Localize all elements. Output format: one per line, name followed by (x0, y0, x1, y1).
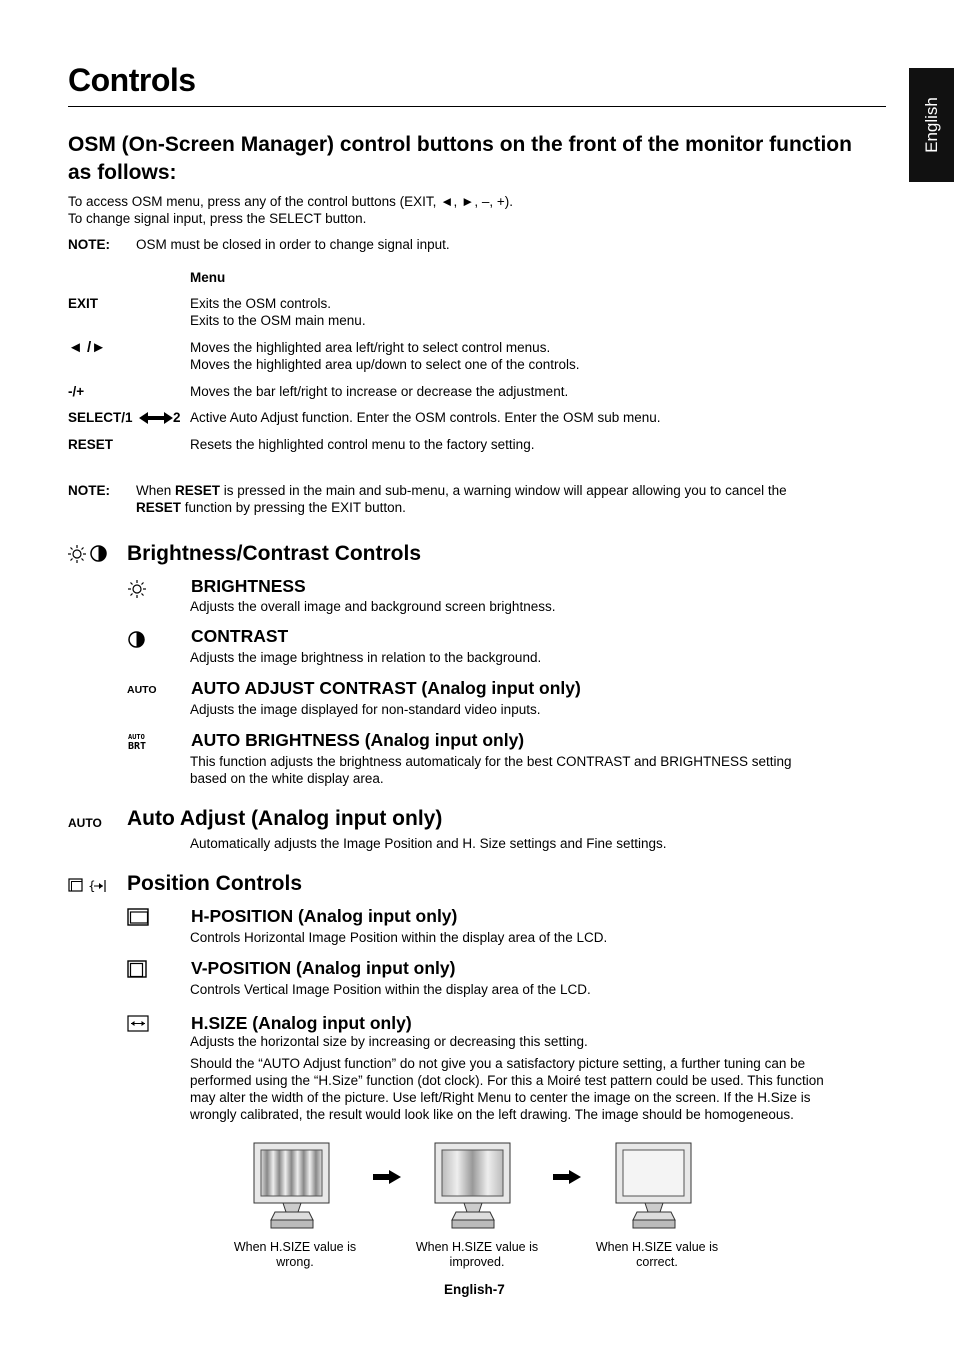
h-size-para-3: may alter the width of the picture. Use left/Right Menu to center the image on the screen. If the H.Size is (190, 1090, 811, 1105)
position-section-title: Position Controls (127, 872, 302, 895)
auto-contrast-desc: Adjusts the image displayed for non-standard video inputs. (190, 702, 541, 717)
key-minus-plus: -/+ (68, 384, 85, 399)
intro-line1: To access OSM menu, press any of the control buttons (EXIT, ◄, ►, –, +). (68, 194, 514, 209)
note2-text: When RESET is pressed in the main and sub-menu, a warning window will appear allowing you to cancel the RESET function by pressing the EXIT button. (136, 483, 787, 515)
h-position-desc: Controls Horizontal Image Position within the display area of the LCD. (190, 930, 608, 945)
caption-improved: When H.SIZE value is improved. (415, 1240, 539, 1269)
select-desc: Active Auto Adjust function. Enter the OSM controls. Enter the OSM sub menu. (190, 410, 661, 425)
contrast-title: CONTRAST (191, 626, 289, 646)
caption-correct: When H.SIZE value is correct. (595, 1240, 719, 1269)
h-size-icon (127, 1015, 149, 1032)
h-position-icon (127, 908, 149, 926)
auto-adjust-desc: Automatically adjusts the Image Position and H. Size settings and Fine settings. (190, 836, 667, 851)
menu-header: Menu (190, 270, 226, 285)
v-position-icon (127, 960, 147, 978)
h-size-para-1: Should the “AUTO Adjust function” do not give you a satisfactory picture setting, a further tuning can be (190, 1056, 806, 1071)
page-footer: English-7 (444, 1282, 505, 1297)
leftright-desc-1: Moves the highlighted area left/right to select control menus. (190, 340, 551, 355)
reset-desc: Resets the highlighted control menu to the factory setting. (190, 437, 535, 452)
svg-text:{: { (88, 879, 96, 893)
brightness-desc: Adjusts the overall image and background screen brightness. (190, 599, 556, 614)
page-title: Controls (68, 62, 196, 98)
key-select-b: 2 (173, 410, 181, 425)
arrow-icon-1 (373, 1170, 401, 1184)
monitor-wrong-figure (253, 1142, 331, 1232)
language-tab (909, 68, 954, 182)
h-size-para-4: wrongly calibrated, the result would look like on the left drawing. The image should be homogeneous. (190, 1107, 794, 1122)
h-position-title: H-POSITION (Analog input only) (191, 906, 458, 926)
auto-brightness-title: AUTO BRIGHTNESS (Analog input only) (191, 730, 525, 750)
double-arrow-icon (139, 411, 173, 425)
h-size-para-2: performed using the “H.Size” function (dot clock). For this a Moiré test pattern could be used. This function (190, 1073, 824, 1088)
auto-contrast-title: AUTO ADJUST CONTRAST (Analog input only) (191, 678, 581, 698)
caption-wrong: When H.SIZE value is wrong. (233, 1240, 357, 1269)
h-size-title: H.SIZE (Analog input only) (191, 1013, 412, 1033)
auto-contrast-icon: AUTO (127, 684, 157, 696)
key-exit: EXIT (68, 296, 99, 311)
note-label: NOTE: (68, 237, 110, 252)
leftright-desc-2: Moves the highlighted area up/down to select one of the controls. (190, 357, 580, 372)
note2-label: NOTE: (68, 483, 110, 498)
sun-icon (68, 545, 86, 563)
minusplus-desc: Moves the bar left/right to increase or decrease the adjustment. (190, 384, 569, 399)
intro-heading: OSM (On-Screen Manager) control buttons on the front of the monitor function as follows: (68, 133, 852, 184)
exit-desc-2: Exits to the OSM main menu. (190, 313, 366, 328)
language-tab-label: English (921, 97, 941, 153)
position-icon (68, 877, 108, 894)
brightness-section-title: Brightness/Contrast Controls (127, 542, 422, 565)
monitor-correct-figure (615, 1142, 693, 1232)
key-select-a: SELECT/1 (68, 410, 133, 425)
brightness-sun-icon (128, 580, 146, 598)
auto-adjust-icon: AUTO (68, 816, 102, 830)
intro-line2: To change signal input, press the SELECT button. (68, 211, 367, 226)
key-left-right: ◄ /► (68, 339, 107, 356)
auto-brightness-icon: AUTO BRT (128, 733, 147, 752)
key-reset: RESET (68, 437, 114, 452)
v-position-title: V-POSITION (Analog input only) (191, 958, 456, 978)
contrast-desc: Adjusts the image brightness in relation to the background. (190, 650, 542, 665)
auto-brightness-desc-1: This function adjusts the brightness automaticaly for the best CONTRAST and BRIGHTNESS setting (190, 754, 792, 769)
exit-desc-1: Exits the OSM controls. (190, 296, 332, 311)
v-position-desc: Controls Vertical Image Position within the display area of the LCD. (190, 982, 591, 997)
monitor-improved-figure (434, 1142, 512, 1232)
brightness-title: BRIGHTNESS (191, 576, 306, 596)
contrast-item-icon (128, 631, 145, 648)
title-rule (68, 106, 886, 107)
arrow-icon-2 (553, 1170, 581, 1184)
note-text: OSM must be closed in order to change signal input. (136, 237, 450, 252)
auto-brightness-desc-2: based on the white display area. (190, 771, 384, 786)
contrast-icon (90, 545, 107, 562)
h-size-desc: Adjusts the horizontal size by increasing or decreasing this setting. (190, 1034, 588, 1049)
auto-adjust-title: Auto Adjust (Analog input only) (127, 807, 443, 830)
